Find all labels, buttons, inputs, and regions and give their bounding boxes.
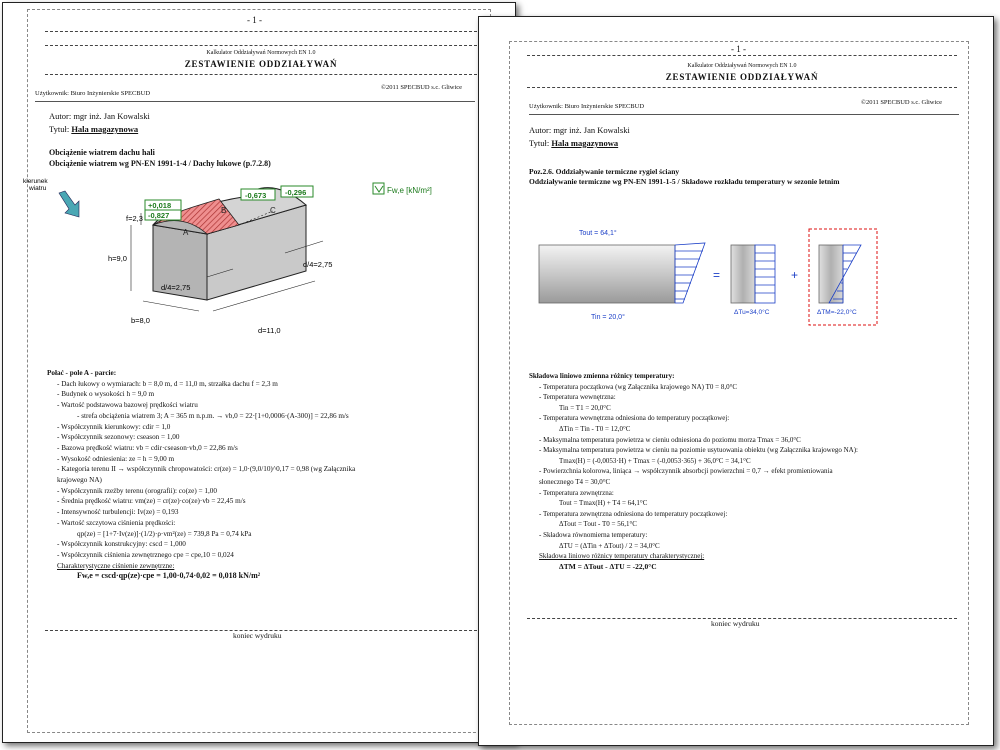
divider xyxy=(45,45,477,46)
equals-sign: = xyxy=(713,268,721,282)
title-label: Tytuł: xyxy=(529,138,550,148)
dim-d: d=11,0 xyxy=(258,326,281,335)
divider xyxy=(45,31,477,32)
divider xyxy=(529,114,959,115)
text-line: - Bazowa prędkość wiatru: vb = cdir·cseason·vb,0 = 22,86 m/s xyxy=(57,443,238,452)
text-line: - Współczynnik sezonowy: cseason = 1,00 xyxy=(57,433,180,442)
section-subtitle: Obciążenie wiatrem wg PN-EN 1991-1-4 / Dachy łukowe (p.7.2.8) xyxy=(49,159,271,168)
wind-label: wiatru xyxy=(29,185,47,192)
divider xyxy=(527,87,957,88)
dim-h: h=9,0 xyxy=(108,254,127,263)
page-number: - 1 - xyxy=(247,15,262,25)
wall-beam xyxy=(539,245,675,303)
text-line: Charakterystyczne ciśnienie zewnętrzne: xyxy=(57,561,175,570)
user-info: Użytkownik: Biuro Inżynierskie SPECBUD xyxy=(529,103,645,110)
legend-label: Fw,e [kN/m²] xyxy=(387,186,432,195)
text-line: - Kategoria terenu II → współczynnik chropowatości: cr(ze) = 1,0·(9,0/10)^0,17 = 0,98 (wg Załącznika xyxy=(57,465,356,474)
text-line: - Temperatura zewnętrzna odniesiona do temperatury początkowej: xyxy=(539,509,728,518)
text-line: Składowa liniowo zmienna różnicy temperatury: xyxy=(529,372,675,380)
arched-roof-wind-figure xyxy=(23,173,473,358)
page-number: - 1 - xyxy=(731,44,746,54)
tout-label: Tout = 64,1° xyxy=(579,230,617,237)
title-value: Hala magazynowa xyxy=(551,138,619,148)
uniform-section xyxy=(731,245,755,303)
text-line: - Współczynnik ciśnienia zewnętrznego cpe = cpe,10 = 0,024 xyxy=(57,550,234,559)
uniform-temp-diagram xyxy=(755,245,775,303)
plus-sign: + xyxy=(791,268,799,282)
document-page-2 xyxy=(478,16,994,746)
text-line: krajowego NA) xyxy=(57,476,102,485)
calculation-text xyxy=(529,371,858,572)
delta-tu-label: ΔTu=34,0°C xyxy=(734,309,770,316)
copyright: ©2011 SPECBUD s.c. Gliwice xyxy=(381,84,463,91)
title-value: Hala magazynowa xyxy=(71,124,139,134)
text-line: - Powierzchnia kolorowa, liniąca → współczynnik absorbcji powierzchni = 0,7 → efekt promieniowania xyxy=(539,467,833,476)
wind-direction-icon xyxy=(59,191,79,217)
document-title: ZESTAWIENIE ODDZIAŁYWAŃ xyxy=(665,72,819,82)
title-row xyxy=(49,124,138,134)
wind-label: kierunek xyxy=(23,178,48,185)
text-line: Połać - pole A - parcie: xyxy=(47,369,117,377)
document-page-1 xyxy=(2,2,516,743)
text-line: Tout = Tmax(H) + T4 = 64,1°C xyxy=(559,499,648,508)
calculation-text xyxy=(47,368,355,582)
zone-c-label: C xyxy=(270,206,276,215)
dim-b: b=8,0 xyxy=(131,316,150,325)
text-line: - Współczynnik kierunkowy: cdir = 1,0 xyxy=(57,422,171,431)
temperature-distribution-figure xyxy=(529,213,899,331)
cp-value: -0,296 xyxy=(285,188,307,197)
text-line: - Współczynnik konstrukcyjny: cscd = 1,000 xyxy=(57,540,186,549)
text-line: słonecznego T4 = 30,0°C xyxy=(539,477,611,486)
section-title: Poz.2.6. Oddziaływanie termiczne rygiel ściany xyxy=(529,167,680,176)
cp-value: -0,673 xyxy=(245,191,267,200)
tin-label: Tin = 20,0° xyxy=(591,314,625,321)
divider xyxy=(35,101,475,102)
text-line: ΔTin = Tin - T0 = 12,0°C xyxy=(559,424,631,433)
text-line: - Wartość szczytowa ciśnienia prędkości: xyxy=(57,518,176,527)
text-line: - Maksymalna temperatura powietrza w cieniu odniesiona do poziomu morza Tmax = 36,0°C xyxy=(539,435,801,444)
end-of-printout: koniec wydruku xyxy=(233,631,282,640)
cp-value: -0,827 xyxy=(148,211,170,220)
divider xyxy=(527,55,957,56)
text-line: - Budynek o wysokości h = 9,0 m xyxy=(57,390,155,399)
text-line: - Maksymalna temperatura powietrza w cieniu na poziomie usytuowania obiektu (wg Załącznika krajowego NA): xyxy=(539,446,858,455)
linear-section xyxy=(819,245,843,303)
end-of-printout: koniec wydruku xyxy=(711,619,760,628)
text-line: - Temperatura wewnętrzna: xyxy=(539,393,616,402)
calculator-name: Kalkulator Oddziaływań Normowych EN 1.0 xyxy=(687,63,797,69)
cp-value: +0,018 xyxy=(148,201,172,210)
text-line: - Składowa równomierna temperatury: xyxy=(539,530,648,539)
text-line: Tin = T1 = 20,0°C xyxy=(559,403,611,412)
dim-f: f=2,3 xyxy=(126,214,143,223)
zone-b-label: B xyxy=(221,206,227,215)
section-title: Obciążenie wiatrem dachu hali xyxy=(49,148,155,157)
text-line: - Temperatura wewnętrzna odniesiona do temperatury początkowej: xyxy=(539,414,730,423)
text-line: - Wartość podstawowa bazowej prędkości wiatru xyxy=(57,401,198,410)
user-info: Użytkownik: Biuro Inżynierskie SPECBUD xyxy=(35,90,151,97)
total-temp-diagram xyxy=(675,243,705,303)
zone-a-label: A xyxy=(183,228,189,237)
result-line: Fw,e = cscd·qp(ze)·cpe = 1,00·0,74·0,02 = 0,018 kN/m² xyxy=(77,571,261,581)
text-line: ΔTout = Tout - T0 = 56,1°C xyxy=(559,520,637,529)
delta-tm-label: ΔTM=-22,0°C xyxy=(817,309,857,316)
author: Autor: mgr inż. Jan Kowalski xyxy=(49,111,150,121)
text-line: - Intensywność turbulencji: Iv(ze) = 0,193 xyxy=(57,508,179,517)
text-line: - Dach łukowy o wymiarach: b = 8,0 m, d = 11,0 m, strzałka dachu f = 2,3 m xyxy=(57,379,278,388)
copyright: ©2011 SPECBUD s.c. Gliwice xyxy=(861,99,943,106)
text-line: - strefa obciążenia wiatrem 3; A = 365 m n.p.m. → vb,0 = 22·[1+0,0006·(A-300)] = 22,86 m/s xyxy=(77,411,349,420)
text-line: Tmax(H) = (-0,0053·H) + Tmax = (-0,0053·365) + 36,0°C = 34,1°C xyxy=(559,456,751,465)
title-row xyxy=(529,138,618,148)
dim-d4-left: d/4=2,75 xyxy=(161,283,191,292)
text-line: - Temperatura początkowa (wg Załącznika krajowego NA) T0 = 8,0°C xyxy=(539,382,738,391)
result-line: ΔTM = ΔTout - ΔTU = -22,0°C xyxy=(559,561,657,571)
document-title: ZESTAWIENIE ODDZIAŁYWAŃ xyxy=(184,59,338,69)
text-line: - Wysokość odniesienia: ze = h = 9,00 m xyxy=(57,454,175,463)
title-label: Tytuł: xyxy=(49,124,70,134)
dim-d4-right: d/4=2,75 xyxy=(303,260,333,269)
text-line: qp(ze) = [1+7·Iv(ze)]·(1/2)·ρ·vm²(ze) = 739,8 Pa = 0,74 kPa xyxy=(77,529,252,538)
author: Autor: mgr inż. Jan Kowalski xyxy=(529,125,630,135)
text-line: - Średnia prędkość wiatru: vm(ze) = cr(ze)·co(ze)·vb = 22,45 m/s xyxy=(57,497,246,506)
text-line: Składowa liniowo różnicy temperatury charakterystycznej: xyxy=(539,552,705,561)
divider xyxy=(45,74,477,75)
text-line: - Współczynnik rzeźby terenu (orografii): co(ze) = 1,00 xyxy=(57,486,217,495)
text-line: - Temperatura zewnętrzna: xyxy=(539,488,614,497)
text-line: ΔTU = (ΔTin + ΔTout) / 2 = 34,0°C xyxy=(559,541,660,550)
calculator-name: Kalkulator Oddziaływań Normowych EN 1.0 xyxy=(206,50,316,56)
section-subtitle: Oddziaływanie termiczne wg PN-EN 1991-1-5 / Składowe rozkładu temperatury w sezonie letnim xyxy=(529,177,840,186)
